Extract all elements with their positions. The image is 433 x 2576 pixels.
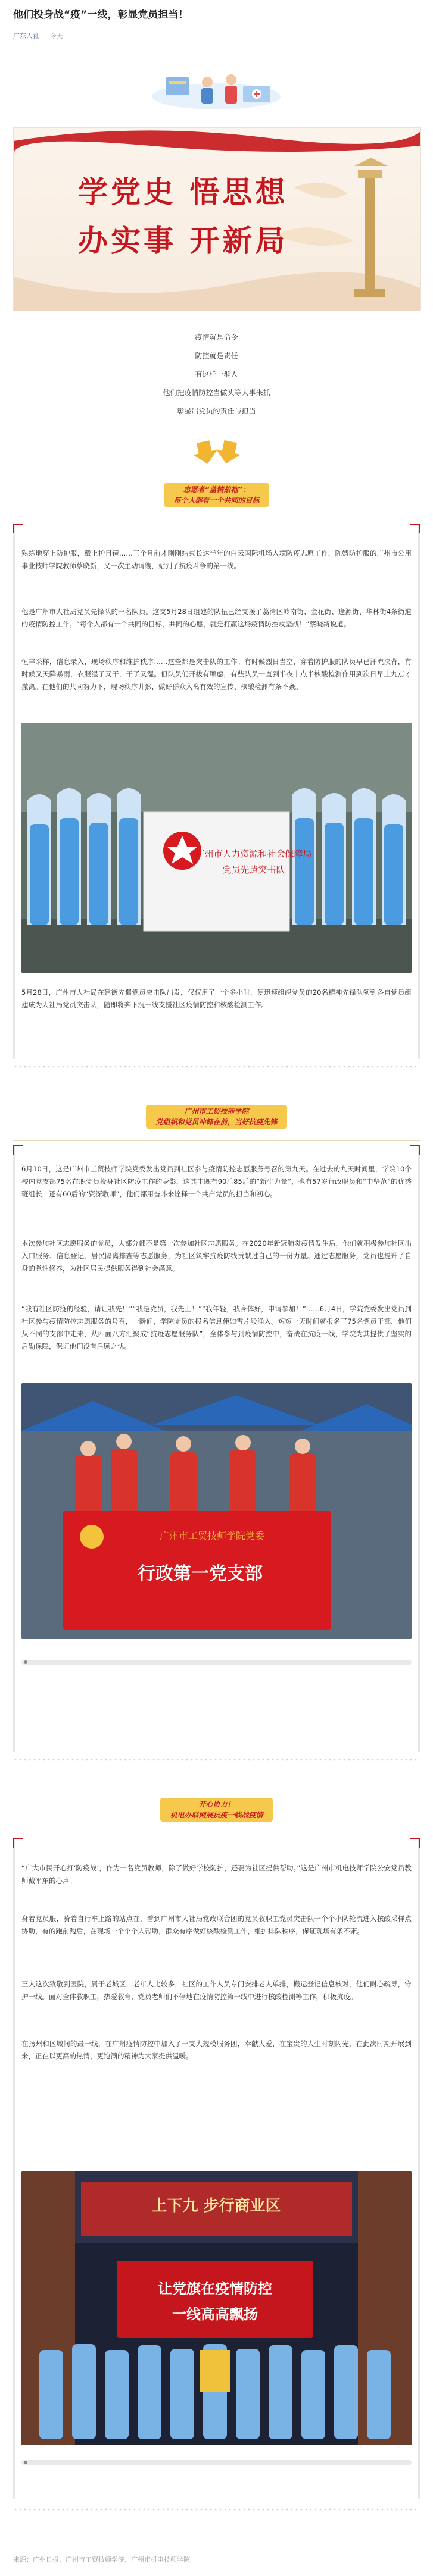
section3-tag-line2: 机电办联网展抗疫一线战疫情 bbox=[170, 1811, 263, 1819]
dotted-divider bbox=[13, 2508, 420, 2511]
poem-line: 有这样一群人 bbox=[195, 370, 238, 378]
corner-decoration bbox=[13, 524, 23, 533]
corner-decoration bbox=[13, 1145, 23, 1155]
poem-line: 彰显出党员的责任与担当 bbox=[177, 407, 256, 415]
section1-tag-line1: 志愿者“蓝精战袍”： bbox=[183, 485, 250, 494]
shop-sign-text: 上下九 步行商业区 bbox=[151, 2197, 281, 2215]
section1-paragraph: 他是广州市人社局党员先锋队的一名队员。这支5月28日组建的队伍已经支援了荔湾区岭南街、金花街、逢源街、华林街4条街道的疫情防控工作。“每个人都有一个共同的目标，共同的心愿，就是打赢这场疫情防控攻坚战！”蔡晓新说道。 bbox=[21, 607, 412, 628]
section1-paragraph: 恒丰采样，信息录入，现场秩序和维护秩序……这些都是突击队的工作。有时候烈日当空，穿着防护服的队员早已汗流浃背，有时候又天降暴雨，衣服湿了又干，干了又湿。但队员们开拔有顾虑，有些队员一直到半夜十点半核酸检测作用到次日早上九点才撤离。在他们的共同努力下，现场秩序井然，做好群众入离有效的宣传、核酸检测有条不紊。 bbox=[21, 657, 412, 691]
scrollbar-knob[interactable] bbox=[24, 1660, 27, 1664]
section2-paragraph: “我有社区防疫的经验，请让我先！”“我是党员，我先上！”“我年轻，我身体好，申请参加！”……6月4日，学院党委发出党员到社区参与疫情防控志愿服务的号召，一瞬间，学院党员的报名信息便如雪片般涌入。短短一天时间就报名了75名党员干部，他们从不同的支部中走来，从四面八方汇聚成“抗疫志愿服务队”，全体参与到疫情防控中，奋战在抗疫一线，学院为其提供了坚实的后勤保障，保证他们没有后顾之忧。 bbox=[21, 1305, 412, 1350]
section2-heading bbox=[0, 1104, 433, 1127]
theme-banner bbox=[13, 127, 421, 311]
section3-paragraph: 三人这次致敬到医院，属于老城区，老年人比较多，社区的工作人员专门安排老人单排，搬运登记信息核对，他们耐心疏导，守护一线。面对全体教职工，热爱教育，党员老师们不停地在疫情防控第一线中进行核酸检测等工作，积极抗疫。 bbox=[21, 1980, 412, 2001]
section3-paragraph: “广大市民开心打‘防疫战’，作为一名党员教师，除了做好学校防护，还要为社区提供帮助。”这是广州市机电技师学院公安党员教师戴平东的心声。 bbox=[21, 1864, 412, 1885]
banner-slogan-line2: 办实事 开新局 bbox=[78, 223, 288, 258]
sign-text-line2: 一线高高飘扬 bbox=[172, 2306, 258, 2323]
sign-text-line1: 让党旗在疫情防控 bbox=[158, 2280, 272, 2297]
account-name-link[interactable]: 广东人社 bbox=[13, 32, 39, 40]
dotted-divider bbox=[13, 1758, 420, 1762]
section1-tag-line2: 每个人都有一个共同的目标 bbox=[173, 496, 260, 504]
image-scrollbar[interactable] bbox=[21, 2460, 412, 2465]
section2-tag-line2: 党组织和党员冲锋在前，当好抗疫先锋 bbox=[155, 1118, 278, 1126]
article-meta bbox=[13, 31, 63, 40]
intro-poem bbox=[0, 328, 433, 421]
scrollbar-knob[interactable] bbox=[24, 2461, 27, 2464]
section3-paragraph: 身着党员服，骑着自行车上路的站点在，看到广州市人社局党政联合团的党员教职工党员突击队一个个小队轮流进入核酸采样点协助，有的跑前跑后，在现场一个个个人帮助，群众有序做好核酸检测工作，维护排队秩序，保证现场有条不紊。 bbox=[21, 1914, 412, 1935]
section2-paragraph: 本次参加社区志愿服务的党员，大部分都不是第一次参加社区志愿服务。在2020年新冠肺炎疫情发生后，他们就积极参加社区出入口服务、信息登记、居民隔离排查等志愿服务，为社区筑牢抗疫防线贡献过自己的一份力量。通过志愿服务，党员也提升了自身的党性修养，为社区居民提供服务得到社会满意。 bbox=[21, 1239, 412, 1273]
double-arrow-down-icon bbox=[194, 439, 241, 465]
section3-paragraph: 在扬州和区域间的最一线，在广州疫情防控中加入了一支大规模服务团，奉献大爱，在宝贵的人生时刻闪光，在此次时期开展到来，正在以更高的热情，更饱满的精神为大家提供温暖。 bbox=[21, 2039, 412, 2060]
dotted-divider bbox=[13, 1065, 420, 1068]
publish-date: 今天 bbox=[49, 32, 63, 40]
section2-paragraph: 6月10日，这是广州市工贸技师学院党委发出党员到社区参与疫情防控志愿服务号召的第九天。在过去的九天时间里，学院10个校内党支部75名在职党员投身社区防疫工作的身影，这其中既有90后85后的“新生力量”，也有57岁行政职员和“中坚范”的优秀班组长，还有60后的“资深教师”，他们都用奋斗来诠释一个共产党员的担当和初心。 bbox=[21, 1165, 412, 1198]
banner-text-line1: 广州市工贸技师学院党委 bbox=[159, 1530, 265, 1541]
corner-decoration bbox=[410, 1838, 420, 1848]
flag-text-line1: 广州市人力资源和社会保障局 bbox=[195, 848, 312, 859]
section1-paragraph: 熟练地穿上防护服，戴上护目镜……三个月前才刚刚结束长达半年的白云国际机场入境防疫志愿工作，陈婧防护服的广州市公用事业技师学院教师蔡晓新，又一次主动请缨，站到了抗疫斗争的第一线。 bbox=[21, 549, 412, 570]
section2-photo bbox=[21, 1383, 412, 1639]
poem-line: 疫情就是命令 bbox=[195, 333, 238, 341]
divider bbox=[13, 1140, 420, 1141]
banner-slogan-line1: 学党史 悟思想 bbox=[78, 174, 288, 209]
flag-text-line2: 党员先遣突击队 bbox=[222, 864, 285, 875]
section2-tag-line1: 广州市工贸技师学院 bbox=[184, 1107, 249, 1115]
poem-line: 他们把疫情防控当做头等大事来抓 bbox=[163, 388, 270, 397]
section1-heading bbox=[0, 482, 433, 506]
article-title: 他们投身战“疫”一线，彰显党员担当！ bbox=[13, 9, 189, 21]
section3-tag-line1: 开心协力！ bbox=[198, 1800, 235, 1809]
image-scrollbar[interactable] bbox=[21, 1660, 412, 1665]
section3-heading bbox=[0, 1797, 433, 1820]
poem-line: 防控就是责任 bbox=[195, 352, 238, 360]
section1-photo bbox=[21, 723, 412, 973]
header-illustration bbox=[148, 62, 285, 114]
corner-decoration bbox=[410, 1145, 420, 1155]
banner-text-line2: 行政第一党支部 bbox=[138, 1563, 263, 1584]
source-note: 来源：广州日报、广州市工贸技师学院、广州市机电技师学院 bbox=[13, 2556, 190, 2564]
corner-decoration bbox=[410, 524, 420, 533]
section1-paragraph: 5月28日，广州市人社局在建街先遣党员突击队出发，仅仅用了一个多小时，便迅速组织党员的20名精神先锋队领到各自党员组建成为人社局党员突击队，随即将奔下沉一线支援社区疫情防控和核酸检测工作。 bbox=[21, 988, 412, 1009]
section3-photo bbox=[21, 2171, 412, 2445]
corner-decoration bbox=[13, 1838, 23, 1848]
